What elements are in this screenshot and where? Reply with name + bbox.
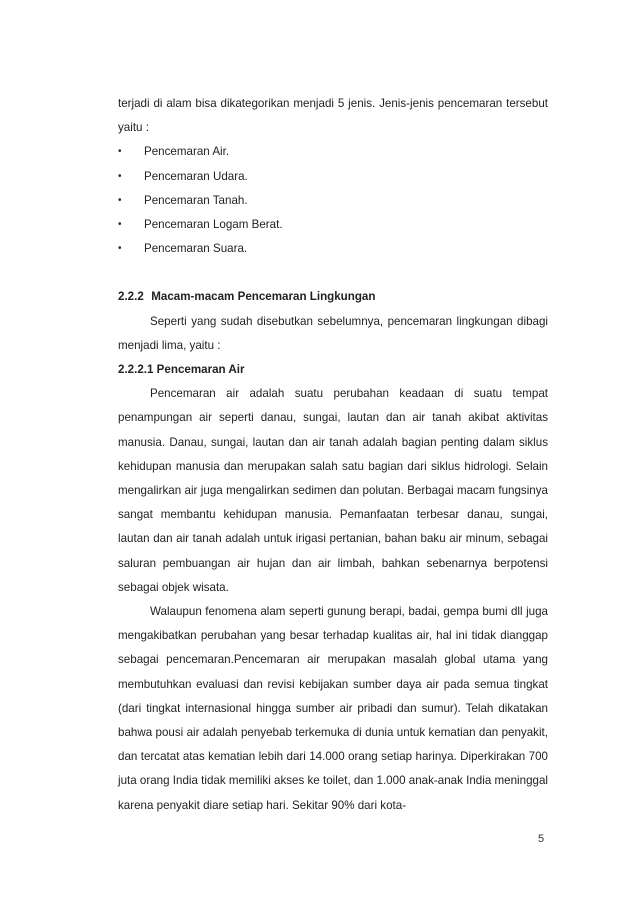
intro-paragraph: terjadi di alam bisa dikategorikan menjadi 5 jenis. Jenis-jenis pencemaran tersebut yaitu :	[118, 97, 548, 135]
section-heading	[118, 285, 548, 309]
pollution-types-list	[118, 140, 548, 261]
list-item	[118, 165, 548, 189]
bullet-icon: •	[118, 194, 122, 206]
section-number: 2.2.2	[118, 290, 144, 304]
page-number: 5	[538, 833, 545, 845]
list-item-label: Pencemaran Suara.	[144, 242, 248, 256]
subsection-heading: 2.2.2.1 Pencemaran Air	[118, 363, 245, 377]
bullet-icon: •	[118, 170, 122, 182]
list-item	[118, 140, 548, 164]
list-item-label: Pencemaran Logam Berat.	[144, 218, 283, 232]
list-item	[118, 189, 548, 213]
bullet-icon: •	[118, 146, 122, 158]
body-paragraph-2: Walaupun fenomena alam seperti gunung berapi, badai, gempa bumi dll juga mengakibatkan perubahan yang besar terhadap kualitas air, hal ini tidak dianggap sebagai pencemaran.Pencemaran air merupakan masalah global utama yang membutuhkan evaluasi dan revisi kebijakan sumber daya air pada semua tingkat (dari tingkat internasional hingga sumber air pribadi dan sumur). Telah dikatakan bahwa pousi air adalah penyebab terkemuka di dunia untuk kematian dan penyakit, dan tercatat atas kematian lebih dari 14.000 orang setiap harinya. Diperkirakan 700 juta orang India tidak memiliki akses ke toilet, dan 1.000 anak-anak India meninggal karena penyakit diare setiap hari. Sekitar 90% dari kota-	[118, 605, 548, 812]
list-item	[118, 213, 548, 237]
section-title: Macam-macam Pencemaran Lingkungan	[151, 290, 376, 304]
body-paragraph-1: Pencemaran air adalah suatu perubahan keadaan di suatu tempat penampungan air seperti danau, sungai, lautan dan air tanah akibat aktivitas manusia. Danau, sungai, lautan dan air tanah adalah bagian penting dalam siklus kehidupan manusia dan merupakan salah satu bagian dari siklus hidrologi. Selain mengalirkan air juga mengalirkan sedimen dan polutan. Berbagai macam fungsinya sangat membantu kehidupan manusia. Pemanfaatan terbesar danau, sungai, lautan dan air tanah adalah untuk irigasi pertanian, bahan baku air minum, sebagai saluran pembuangan air hujan dan air limbah, bahkan sebenarnya berpotensi sebagai objek wisata.	[118, 387, 548, 594]
list-item-label: Pencemaran Udara.	[144, 169, 248, 183]
list-item	[118, 237, 548, 261]
bullet-icon: •	[118, 243, 122, 255]
page-content	[118, 92, 548, 818]
bullet-icon: •	[118, 219, 122, 231]
section-intro-paragraph: Seperti yang sudah disebutkan sebelumnya, pencemaran lingkungan dibagi menjadi lima, yaitu :	[118, 314, 548, 352]
list-item-label: Pencemaran Tanah.	[144, 193, 248, 207]
list-item-label: Pencemaran Air.	[144, 145, 230, 159]
